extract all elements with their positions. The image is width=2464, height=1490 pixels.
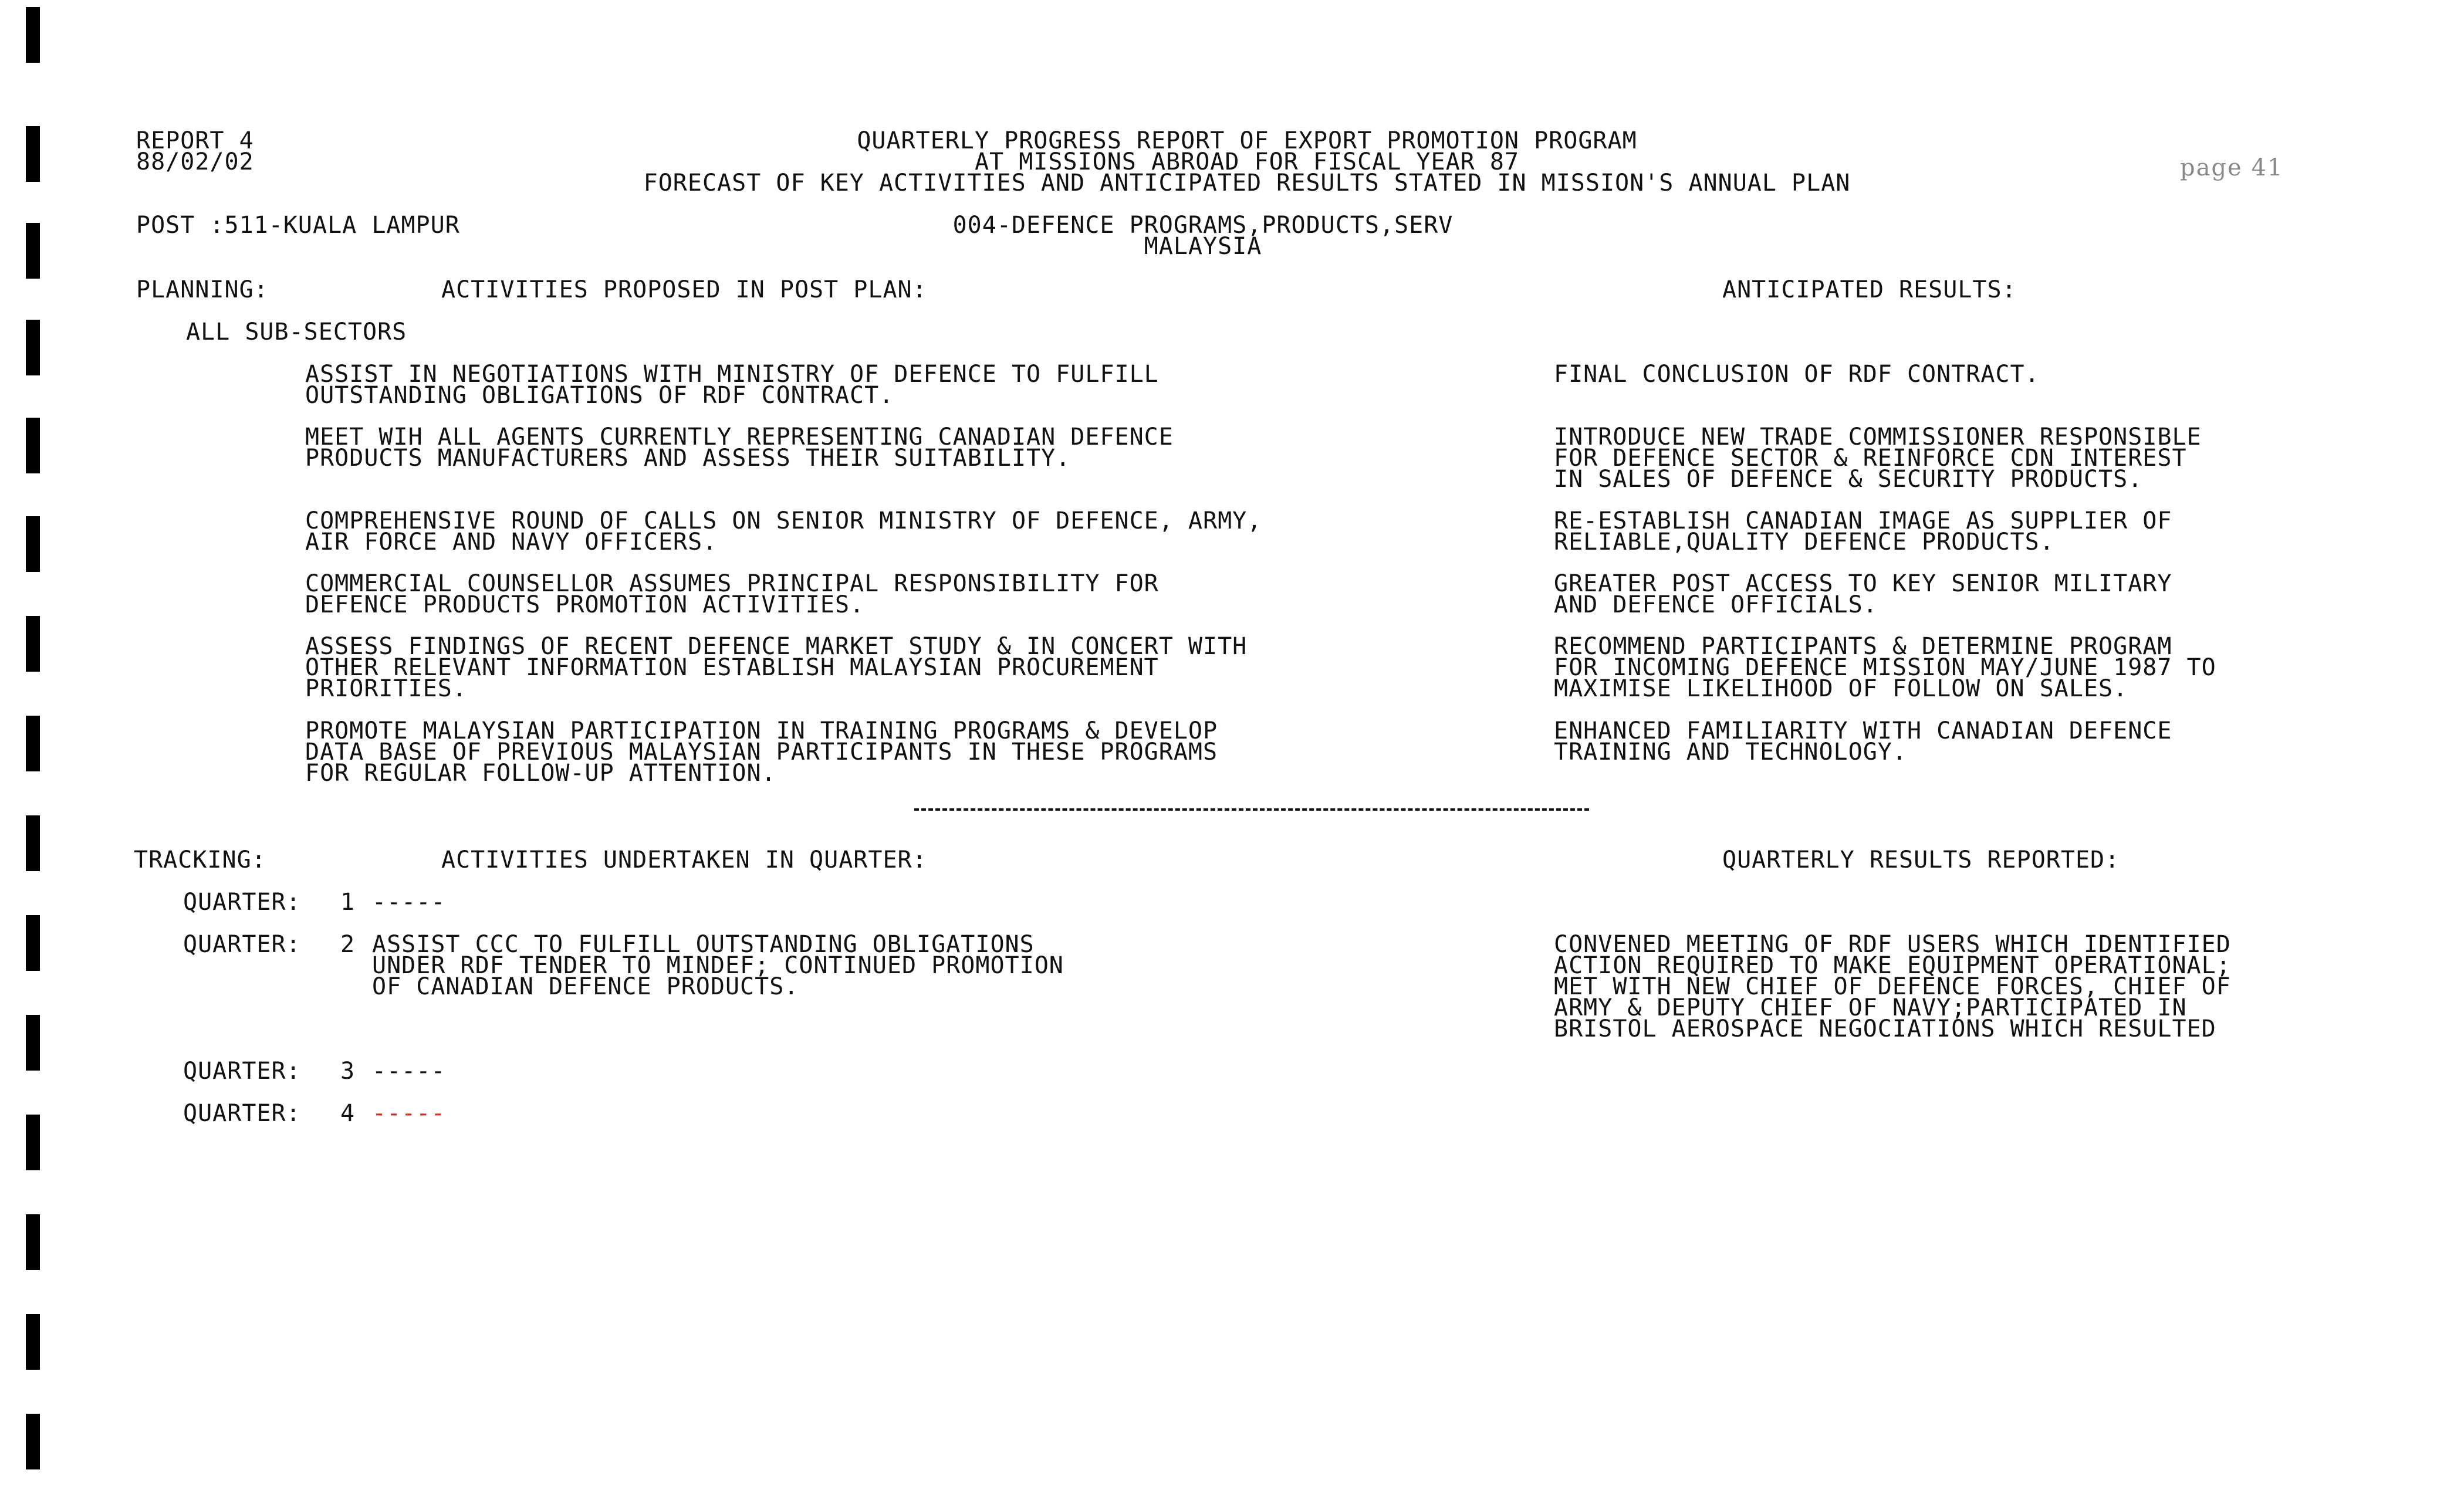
undertaken-activities-heading: ACTIVITIES UNDERTAKEN IN QUARTER: [441, 846, 927, 873]
anticipated-result-line: RECOMMEND PARTICIPANTS & DETERMINE PROGRAM [1554, 633, 2172, 660]
report-number: REPORT 4 [136, 127, 254, 154]
feed-mark [26, 1214, 40, 1270]
subsector-label: ALL SUB-SECTORS [186, 319, 407, 346]
quarter-activity-line: OF CANADIAN DEFENCE PRODUCTS. [372, 973, 799, 1000]
feed-mark [26, 1015, 40, 1071]
quarter-label: QUARTER: [183, 889, 301, 916]
quarter-number: 1 [340, 889, 356, 916]
anticipated-result-line: FINAL CONCLUSION OF RDF CONTRACT. [1554, 361, 2040, 388]
planned-activity-line: ASSIST IN NEGOTIATIONS WITH MINISTRY OF DEFENCE TO FULFILL [305, 361, 1159, 388]
feed-mark [26, 223, 40, 279]
country-label: MALAYSIA [1144, 233, 1262, 260]
feed-mark [26, 915, 40, 971]
post-label: POST :511-KUALA LAMPUR [136, 212, 460, 239]
planned-activity-line: AIR FORCE AND NAVY OFFICERS. [305, 529, 718, 556]
anticipated-result-line: MAXIMISE LIKELIHOOD OF FOLLOW ON SALES. [1554, 675, 2128, 702]
feed-mark [26, 516, 40, 572]
feed-mark [26, 1414, 40, 1469]
sector-label: 004-DEFENCE PROGRAMS,PRODUCTS,SERV [952, 212, 1454, 239]
planning-label: PLANNING: [136, 276, 269, 303]
planned-activity-line: OTHER RELEVANT INFORMATION ESTABLISH MALAYSIAN PROCUREMENT [305, 654, 1159, 681]
quarter-activity-line: ASSIST CCC TO FULFILL OUTSTANDING OBLIGATIONS [372, 931, 1035, 958]
report-forecast-line: FORECAST OF KEY ACTIVITIES AND ANTICIPATED RESULTS STATED IN MISSION'S ANNUAL PLAN [643, 170, 1851, 197]
planned-activity-line: COMPREHENSIVE ROUND OF CALLS ON SENIOR MINISTRY OF DEFENCE, ARMY, [305, 507, 1262, 534]
planned-activity-line: DATA BASE OF PREVIOUS MALAYSIAN PARTICIPANTS IN THESE PROGRAMS [305, 739, 1218, 766]
planned-activity-line: PRIORITIES. [305, 675, 467, 702]
tracking-label: TRACKING: [134, 846, 266, 873]
report-title: QUARTERLY PROGRESS REPORT OF EXPORT PROMOTION PROGRAM [857, 127, 1637, 154]
anticipated-result-line: GREATER POST ACCESS TO KEY SENIOR MILITARY [1554, 570, 2172, 597]
planned-activity-line: COMMERCIAL COUNSELLOR ASSUMES PRINCIPAL RESPONSIBILITY FOR [305, 570, 1159, 597]
page-number-stamp: page 41 [2180, 154, 2284, 181]
planned-activity-line: PROMOTE MALAYSIAN PARTICIPATION IN TRAINING PROGRAMS & DEVELOP [305, 717, 1218, 744]
quarter-result-line: ACTION REQUIRED TO MAKE EQUIPMENT OPERATIONAL; [1554, 952, 2231, 979]
anticipated-result-line: TRAINING AND TECHNOLOGY. [1554, 739, 1907, 766]
feed-mark [26, 716, 40, 771]
planned-activity-line: FOR REGULAR FOLLOW-UP ATTENTION. [305, 760, 776, 787]
feed-mark [26, 320, 40, 375]
report-subtitle: AT MISSIONS ABROAD FOR FISCAL YEAR 87 [974, 148, 1520, 175]
planned-activity-line: MEET WIH ALL AGENTS CURRENTLY REPRESENTING CANADIAN DEFENCE [305, 424, 1174, 451]
quarter-label: QUARTER: [183, 1058, 301, 1085]
quarter-result-line: BRISTOL AEROSPACE NEGOCIATIONS WHICH RESULTED [1554, 1015, 2216, 1042]
anticipated-result-line: RE-ESTABLISH CANADIAN IMAGE AS SUPPLIER OF [1554, 507, 2172, 534]
quarter-result-line: CONVENED MEETING OF RDF USERS WHICH IDENTIFIED [1554, 931, 2231, 958]
feed-mark [26, 616, 40, 672]
report-date: 88/02/02 [136, 148, 254, 175]
quarter-label: QUARTER: [183, 931, 301, 958]
feed-mark [26, 418, 40, 473]
quarter-number: 4 [340, 1100, 356, 1127]
quarter-label: QUARTER: [183, 1100, 301, 1127]
planned-activity-line: DEFENCE PRODUCTS PROMOTION ACTIVITIES. [305, 591, 865, 618]
anticipated-result-line: IN SALES OF DEFENCE & SECURITY PRODUCTS. [1554, 466, 2143, 493]
anticipated-result-line: INTRODUCE NEW TRADE COMMISSIONER RESPONSIBLE [1554, 424, 2202, 451]
quarter-activity-line: ----- [372, 889, 446, 916]
anticipated-result-line: FOR INCOMING DEFENCE MISSION MAY/JUNE 1987 TO [1554, 654, 2216, 681]
feed-mark [26, 1115, 40, 1170]
anticipated-results-heading: ANTICIPATED RESULTS: [1722, 276, 2017, 303]
quarter-number: 2 [340, 931, 356, 958]
anticipated-result-line: AND DEFENCE OFFICIALS. [1554, 591, 1878, 618]
quarterly-results-heading: QUARTERLY RESULTS REPORTED: [1722, 846, 2120, 873]
anticipated-result-line: ENHANCED FAMILIARITY WITH CANADIAN DEFENCE [1554, 717, 2172, 744]
quarter-activity-line: ----- [372, 1100, 446, 1127]
quarter-result-line: ARMY & DEPUTY CHIEF OF NAVY;PARTICIPATED IN [1554, 994, 2187, 1021]
feed-mark [26, 126, 40, 182]
planned-activity-line: ASSESS FINDINGS OF RECENT DEFENCE MARKET STUDY & IN CONCERT WITH [305, 633, 1248, 660]
section-divider [914, 808, 1589, 811]
planned-activity-line: PRODUCTS MANUFACTURERS AND ASSESS THEIR SUITABILITY. [305, 445, 1071, 472]
feed-mark [26, 7, 40, 63]
feed-mark [26, 815, 40, 871]
anticipated-result-line: FOR DEFENCE SECTOR & REINFORCE CDN INTEREST [1554, 445, 2187, 472]
quarter-result-line: MET WITH NEW CHIEF OF DEFENCE FORCES, CHIEF OF [1554, 973, 2231, 1000]
planned-activity-line: OUTSTANDING OBLIGATIONS OF RDF CONTRACT. [305, 382, 894, 409]
quarter-activity-line: UNDER RDF TENDER TO MINDEF; CONTINUED PROMOTION [372, 952, 1064, 979]
planned-activities-heading: ACTIVITIES PROPOSED IN POST PLAN: [441, 276, 927, 303]
quarter-number: 3 [340, 1058, 356, 1085]
feed-mark [26, 1314, 40, 1370]
anticipated-result-line: RELIABLE,QUALITY DEFENCE PRODUCTS. [1554, 529, 2054, 556]
quarter-activity-line: ----- [372, 1058, 446, 1085]
